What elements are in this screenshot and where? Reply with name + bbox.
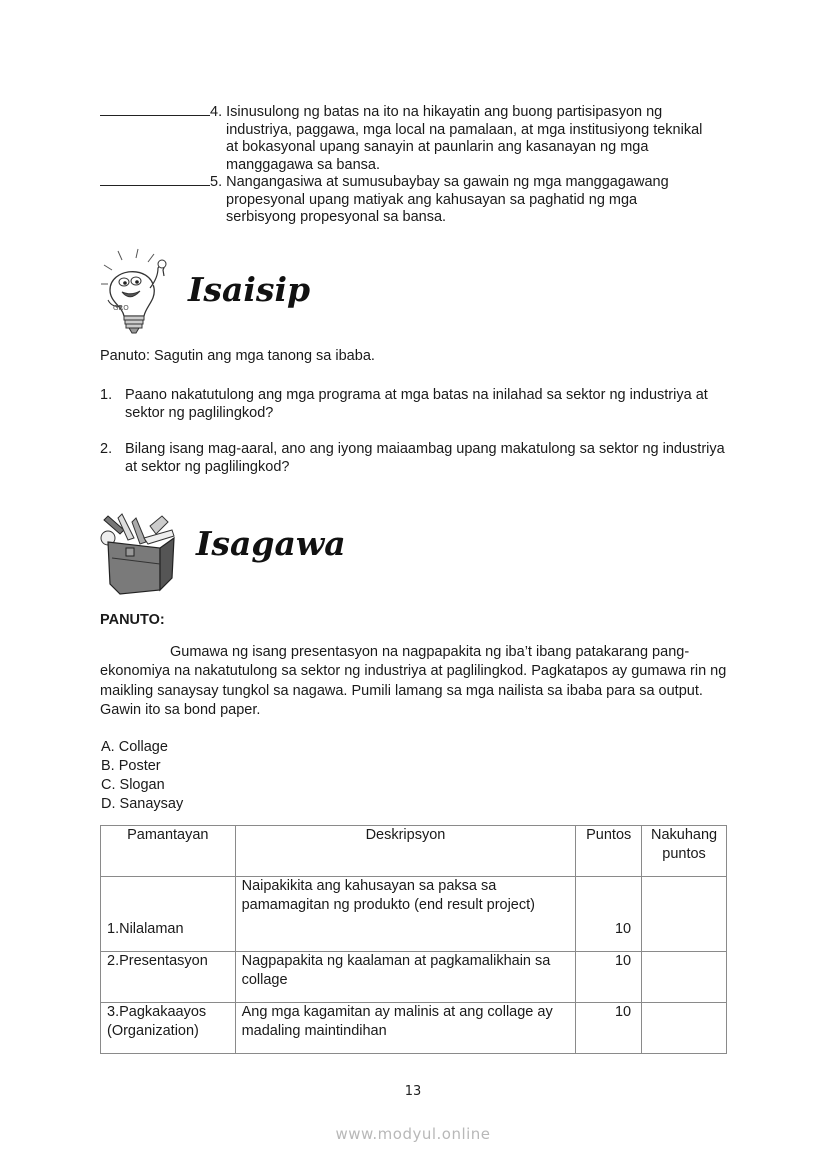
question-text: Paano nakatutulong ang mga programa at mga batas na inilahad sa sektor ng industriya at sektor ng paglilingkod? [125, 387, 708, 421]
table-header-row [101, 826, 727, 877]
points-cell: 10 [576, 952, 642, 1003]
criterion-cell: 1.Nilalaman [101, 877, 236, 952]
output-choices [101, 738, 183, 814]
question-list [100, 386, 740, 494]
criterion-cell: 3.Pagkakaayos (Organization) [101, 1003, 236, 1054]
question-number: 2. [100, 441, 113, 457]
score-cell[interactable] [642, 877, 727, 952]
item-text: serbisyong propesyonal sa bansa. [226, 209, 447, 225]
rubric-table [100, 825, 727, 1054]
item-text: manggagawa sa bansa. [226, 156, 380, 173]
section-title-isaisip: Isaisip [188, 270, 311, 309]
answer-blank[interactable] [100, 101, 210, 116]
section-title-isagawa: Isagawa [196, 524, 346, 563]
table-row [101, 877, 727, 952]
isaisip-instruction: Panuto: Sagutin ang mga tanong sa ibaba. [100, 348, 375, 364]
choice-collage: A. Collage [101, 739, 168, 755]
header-puntos: Puntos [576, 826, 642, 877]
lightbulb-mascot-icon [100, 248, 180, 338]
header-nakuhang-puntos: Nakuhang puntos [642, 826, 727, 877]
score-cell[interactable] [642, 1003, 727, 1054]
score-cell[interactable] [642, 952, 727, 1003]
isagawa-paragraph: Gumawa ng isang presentasyon na nagpapakita ng iba’t ibang patakarang pang-ekonomiya na nakatutulong sa sektor ng industriya at paglilingkod. Pagkatapos ay gumawa rin ng maikling sanaysay tungkol sa nagawa. Pumili lamang sa mga nailista sa ibaba para sa output. Gawin ito sa bond paper. [100, 644, 727, 718]
item-text: Nangangasiwa at sumusubaybay sa gawain ng mga manggagawang [226, 174, 669, 190]
choice-poster: B. Poster [101, 758, 161, 774]
answer-blank[interactable] [100, 171, 210, 186]
item-text: Isinusulong ng batas na ito na hikayatin ang buong partisipasyon ng [226, 104, 663, 120]
toolbox-icon [100, 508, 178, 596]
item-text: propesyonal upang matiyak ang kahusayan sa paghatid ng mga [226, 191, 638, 208]
table-row [101, 1003, 727, 1054]
page-number: 13 [404, 1084, 422, 1099]
question-item [100, 386, 740, 422]
choice-sanaysay: D. Sanaysay [101, 796, 184, 812]
item-text: at bokasyonal upang sanayin at paunlarin ang kasanayan ng mga [226, 139, 649, 155]
answer-item-4 [100, 101, 702, 174]
points-cell: 10 [576, 1003, 642, 1054]
description-cell: Naipakikita ang kahusayan sa paksa sa pamamagitan ng produkto (end result project) [235, 877, 576, 952]
item-text: industriya, paggawa, mga local na pamalaan, at mga institusiyong teknikal [226, 121, 703, 138]
answer-item-5 [100, 171, 669, 227]
panuto-label: PANUTO: [100, 612, 165, 628]
description-cell: Nagpapakita ng kaalaman at pagkamalikhain sa collage [235, 952, 576, 1003]
header-pamantayan: Pamantayan [101, 826, 236, 877]
question-number: 1. [100, 387, 113, 403]
description-cell: Ang mga kagamitan ay malinis at ang collage ay madaling maintindihan [235, 1003, 576, 1054]
points-cell: 10 [576, 877, 642, 952]
item-number: 4. [210, 104, 223, 120]
choice-slogan: C. Slogan [101, 777, 165, 793]
criterion-cell: 2.Presentasyon [101, 952, 236, 1003]
question-text: Bilang isang mag-aaral, ano ang iyong maiaambag upang makatulong sa sektor ng industriya at sektor ng paglilingkod? [125, 441, 725, 475]
svg-text:GRO: GRO [113, 304, 129, 312]
table-row [101, 952, 727, 1003]
item-number: 5. [210, 174, 223, 190]
watermark: www.modyul.online [335, 1125, 491, 1143]
header-deskripsyon: Deskripsyon [235, 826, 576, 877]
question-item [100, 440, 740, 476]
